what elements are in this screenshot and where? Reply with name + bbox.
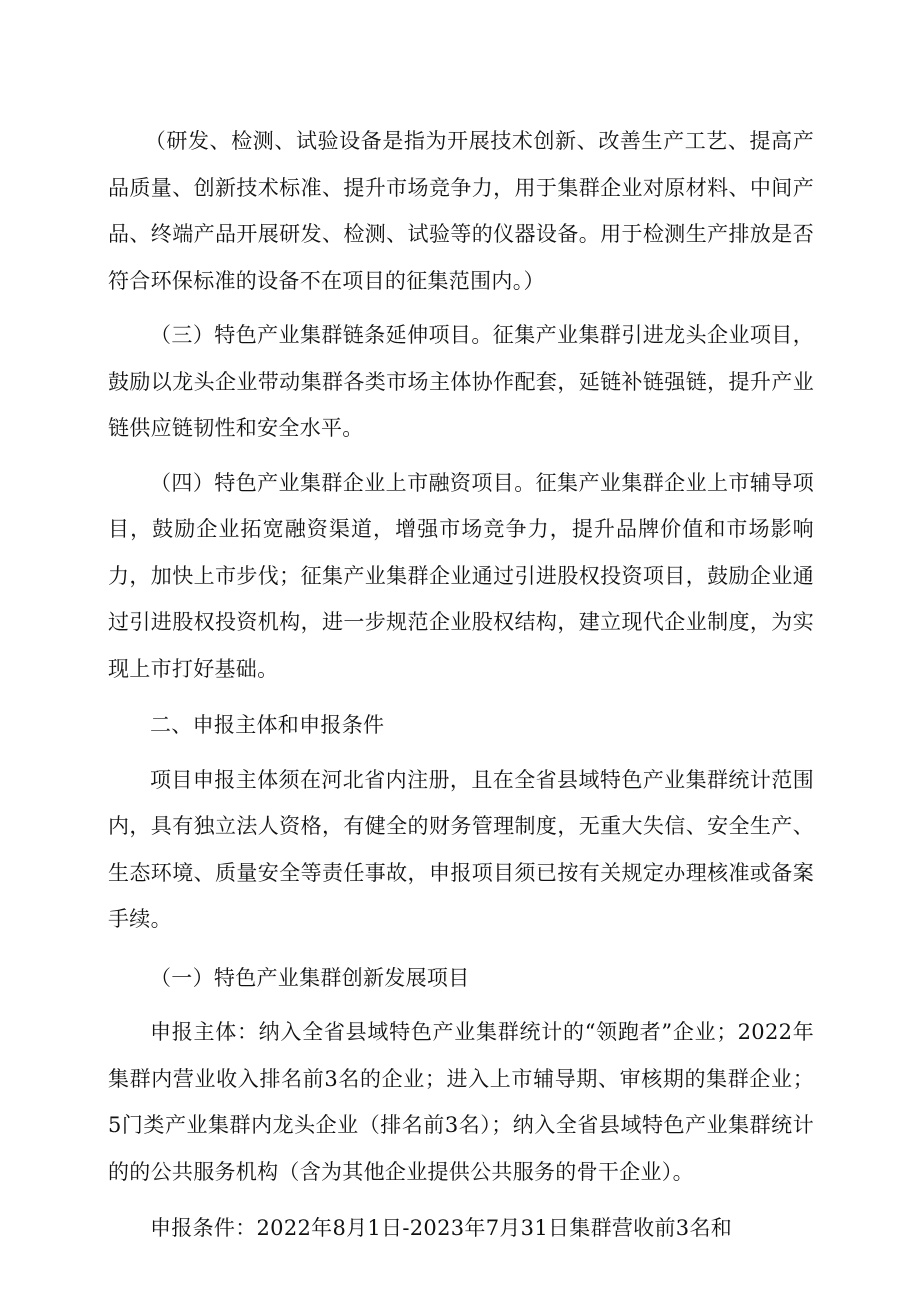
paragraph-applicant-requirements: 项目申报主体须在河北省内注册，且在全省县域特色产业集群统计范围内，具有独立法人资格，有健全的财务管理制度，无重大失信、安全生产、生态环境、质量安全等责任事故，申报项目须已按有关规定办理核准或备案手续。: [108, 767, 814, 931]
paragraph-chain-extension: （三）特色产业集群链条延伸项目。征集产业集群引进龙头企业项目，鼓励以龙头企业带动集群各类市场主体协作配套，延链补链强链，提升产业链供应链韧性和安全水平。: [108, 323, 814, 440]
document-page: [108, 118, 814, 1252]
subsection-heading-innovation: （一）特色产业集群创新发展项目: [150, 965, 470, 990]
paragraph-equipment-note: （研发、检测、试验设备是指为开展技术创新、改善生产工艺、提高产品质量、创新技术标准、提升市场竞争力，用于集群企业对原材料、中间产品、终端产品开展研发、检测、试验等的仪器设备。用于检测生产排放是否符合环保标准的设备不在项目的征集范围内。）: [108, 129, 814, 293]
paragraph-application-subject: 申报主体：纳入全省县域特色产业集群统计的“领跑者”企业；2022年集群内营业收入排名前3名的企业；进入上市辅导期、审核期的集群企业；5门类产业集群内龙头企业（排名前3名）；纳入全省县域特色产业集群统计的的公共服务机构（含为其他企业提供公共服务的骨干企业）。: [108, 1020, 814, 1184]
paragraph-listing-financing: （四）特色产业集群企业上市融资项目。征集产业集群企业上市辅导项目，鼓励企业拓宽融资渠道，增强市场竞争力，提升品牌价值和市场影响力，加快上市步伐；征集产业集群企业通过引进股权投资项目，鼓励企业通过引进股权投资机构，进一步规范企业股权结构，建立现代企业制度，为实现上市打好基础。: [108, 470, 814, 681]
paragraph-application-conditions: 申报条件：2022年8月1日-2023年7月31日集群营收前3名和: [150, 1216, 733, 1240]
section-heading-applicants: 二、申报主体和申报条件: [150, 713, 385, 737]
